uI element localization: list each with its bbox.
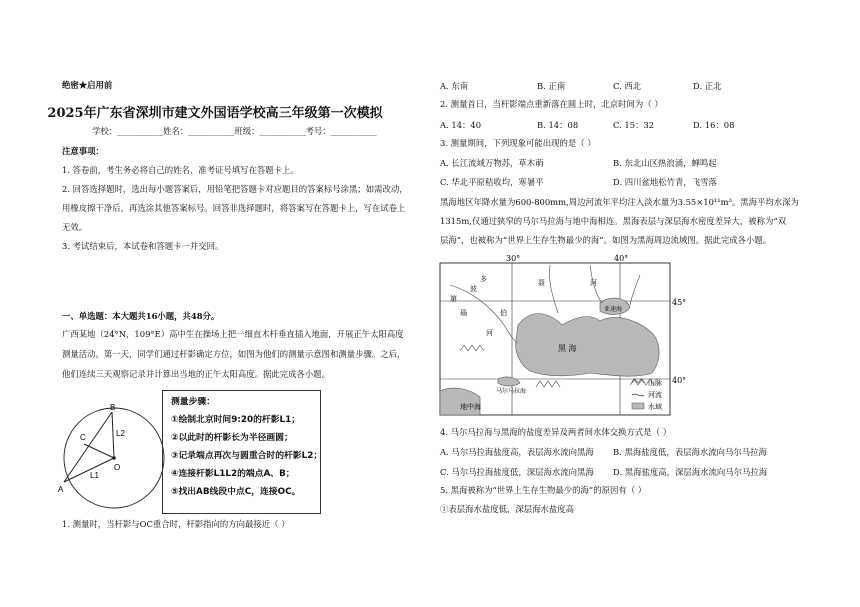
notes-heading: 注意事项：	[62, 146, 104, 156]
label-mediterranean: 地中海	[460, 403, 481, 411]
step-item: ②以此时的杆影长为半径画圆；	[171, 433, 293, 443]
q3-option-d: D. 四川盆地松竹青，飞雪落	[613, 177, 717, 187]
note-item: 3. 考试结束后，本试卷和答题卡一并交回。	[62, 241, 224, 251]
question-1: 1. 测量时，当杆影与OC重合时，杆影指向的方向最接近（ ）	[62, 519, 290, 529]
label-river: 河	[486, 329, 493, 337]
question-2: 2. 测量首日，当杆影端点重新落在圆上时，北京时间为（ ）	[440, 99, 663, 109]
label-azov: 亚速海	[604, 306, 623, 313]
lon-30: 30°	[506, 254, 521, 263]
page-title: 2025年广东省深圳市建文外国语学校高三年级第一次模拟	[47, 106, 383, 121]
passage-line: 1315m,仅通过狭窄的马尔马拉海与地中海相连。黑海表层与深层海水密度差异大，被称为“双	[440, 216, 787, 226]
q2-option-c: C. 15：32	[613, 120, 655, 130]
lon-40: 40°	[614, 254, 629, 263]
lat-45: 45°	[672, 298, 687, 307]
q4-option-d: D. 黑海盐度高，深层海水流向马尔马拉海	[613, 467, 768, 477]
note-item: 用橡皮擦干净后，再选涂其他答案标号。回答非选择题时，将答案写在答题卡上，写在试卷上	[62, 203, 406, 213]
note-item: 无效。	[62, 222, 88, 232]
q3-option-c: C. 华北平原秸收均，寒暑平	[440, 177, 544, 187]
intro-line: 测量活动。第一天，同学们通过杆影确定方位，如图为他们的测量示意图和测量步骤。之后，	[62, 349, 406, 359]
label-c: C	[80, 433, 86, 442]
step-item: ③记录端点再次与圆重合时的杆影L2；	[171, 451, 323, 461]
secret-label: 绝密★启用前	[62, 80, 113, 90]
step-item: ④连接杆影L1L2的端点A、B；	[171, 469, 295, 479]
q4-option-b: B. 黑海盐度低，表层海水流向马尔马拉海	[613, 447, 767, 457]
q2-option-a: A. 14：40	[440, 120, 482, 130]
label-river: 瑙	[460, 309, 467, 317]
q1-option-d: D. 正北	[693, 81, 722, 91]
label-river: 伯	[500, 309, 507, 317]
step-item: ⑤找出AB线段中点C，连接OC。	[171, 487, 301, 497]
label-b: B	[110, 403, 116, 412]
q3-option-a: A. 长江流域万物苏，草木萌	[440, 158, 544, 168]
measurement-diagram	[54, 400, 164, 510]
label-l2: L2	[116, 429, 125, 438]
intro-line: 他们连续三天观察记录并计算出当地的正午太阳高度。据此完成各小题。	[62, 369, 330, 379]
q1-option-b: B. 正南	[537, 81, 566, 91]
q2-option-b: B. 14：08	[537, 120, 579, 130]
note-item: 1. 答卷前，考生务必将自己的姓名、准考证号填写在答题卡上。	[62, 165, 299, 175]
q3-option-b: B. 东北山区热浪涌，蝉鸣起	[613, 158, 717, 168]
note-item: 2. 回答选择题时，选出每小题答案后，用铅笔把答题卡对应题目的答案标号涂黑；如需改动，	[62, 184, 408, 194]
label-a: A	[58, 485, 64, 494]
label-river: 河	[590, 279, 597, 287]
q1-option-c: C. 西北	[613, 81, 642, 91]
q1-option-a: A. 东南	[440, 81, 469, 91]
label-river: 多	[480, 275, 487, 283]
passage-line: 黑海地区年降水量为600-800mm,周边河流年平均注入淡水量为3.55×10¹¹m³。黑海平均水深为	[440, 197, 799, 207]
label-marmara: 马尔马拉海	[496, 388, 527, 395]
legend-river: 河流	[648, 391, 662, 399]
black-sea-map	[440, 254, 687, 417]
legend-mountain: 山脉	[648, 379, 662, 387]
q4-option-c: C. 马尔马拉海盐度低，深层海水流向黑海	[440, 467, 594, 477]
question-4: 4. 马尔马拉海与黑海的盐度差异及两者间水体交换方式是（ ）	[440, 427, 672, 437]
label-river: 聂	[538, 279, 545, 287]
steps-title: 测量步骤：	[171, 397, 215, 407]
label-l1: L1	[90, 471, 99, 480]
question-5: 5. 黑海被称为“世界上生存生物最少的海”的原因有（ ）	[440, 485, 647, 495]
legend-water: 水域	[648, 403, 662, 411]
steps-box	[162, 390, 321, 514]
intro-line: 广西某地（24°N，109°E）高中生在操场上把一细直木杆垂直插入地面，开展正午太阳高度	[62, 329, 404, 339]
label-black-sea: 黑 海	[558, 344, 577, 353]
student-info: 学校：___________姓名：___________班级：___________考号：___________	[92, 126, 377, 136]
label-o: O	[114, 463, 121, 472]
question-3: 3. 测量期间，下列现象可能出现的是（ ）	[440, 138, 596, 148]
section-heading: 一、单选题：本大题共16小题，共48分。	[62, 311, 220, 321]
label-river: 波	[470, 285, 477, 293]
q4-option-a: A. 马尔马拉海盐度高，表层海水流向黑海	[440, 447, 594, 457]
label-river: 第	[450, 295, 457, 303]
q5-item: ①表层海水盐度低，深层海水盐度高	[440, 504, 574, 514]
lat-40: 40°	[672, 376, 687, 385]
passage-line: 层海”，也被称为“世界上生存生物最少的海”。如图为黑海周边流域图。据此完成各小题。	[440, 235, 772, 245]
q2-option-d: D. 16：08	[693, 120, 735, 130]
step-item: ①绘制北京时间9:20的杆影L1；	[171, 415, 301, 425]
